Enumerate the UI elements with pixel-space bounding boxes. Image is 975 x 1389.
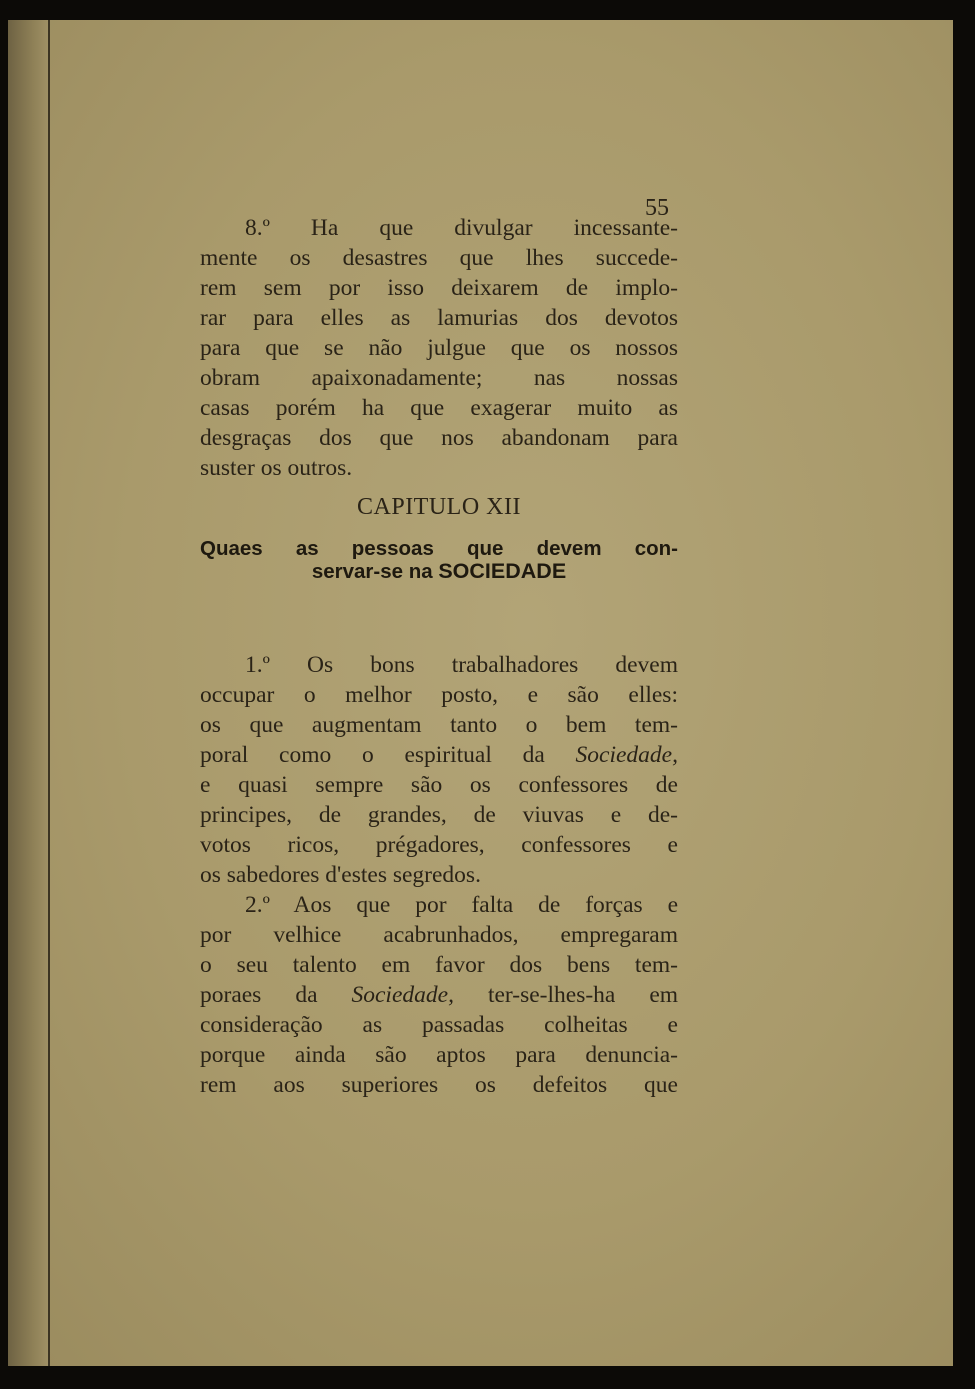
chapter-heading-line1: Quaes as pessoas que devem con- bbox=[200, 537, 678, 560]
text-line: consideração as passadas colheitas e bbox=[200, 1012, 678, 1038]
text-line: por velhice acabrunhados, empregaram bbox=[200, 922, 678, 948]
text-span: poraes bbox=[200, 982, 262, 1008]
text-line: 2.º Aos que por falta de forças e bbox=[245, 892, 678, 918]
heading-text: servar-se na bbox=[311, 560, 433, 583]
italic-text: Sociedade, bbox=[351, 982, 454, 1008]
text-line: os que augmentam tanto o bem tem- bbox=[200, 712, 678, 738]
text-line: votos ricos, prégadores, confessores e bbox=[200, 832, 678, 858]
chapter-title: CAPITULO XII bbox=[357, 494, 521, 520]
text-line: para que se não julgue que os nossos bbox=[200, 335, 678, 361]
text-line: rem sem por isso deixarem de implo- bbox=[200, 275, 678, 301]
text-line: porque ainda são aptos para denuncia- bbox=[200, 1042, 678, 1068]
text-line: occupar o melhor posto, e são elles: bbox=[200, 682, 678, 708]
text-line: 1.º Os bons trabalhadores devem bbox=[245, 652, 678, 678]
text-line: rem aos superiores os defeitos que bbox=[200, 1072, 678, 1098]
text-span: ter-se-lhes-ha em bbox=[487, 982, 679, 1008]
text-line bbox=[200, 980, 678, 1010]
text-line: principes, de grandes, de viuvas e de- bbox=[200, 802, 678, 828]
text-line: desgraças dos que nos abandonam para bbox=[200, 425, 678, 451]
text-line: casas porém ha que exagerar muito as bbox=[200, 395, 678, 421]
heading-emphasis: SOCIEDADE bbox=[438, 559, 567, 583]
italic-text: Sociedade, bbox=[575, 742, 678, 768]
text-line: mente os desastres que lhes succede- bbox=[200, 245, 678, 271]
margin-rule bbox=[48, 20, 50, 1366]
text-line: o seu talento em favor dos bens tem- bbox=[200, 952, 678, 978]
page-number: 55 bbox=[645, 195, 669, 221]
text-line: suster os outros. bbox=[200, 455, 353, 481]
text-line: 8.º Ha que divulgar incessante- bbox=[245, 215, 678, 241]
text-span: poral como o espiritual da bbox=[200, 742, 545, 768]
text-line: os sabedores d'estes segredos. bbox=[200, 862, 481, 888]
text-line: obram apaixonadamente; nas nossas bbox=[200, 365, 678, 391]
text-span: da bbox=[295, 982, 318, 1008]
text-line: e quasi sempre são os confessores de bbox=[200, 772, 678, 798]
page-gutter bbox=[8, 20, 48, 1366]
chapter-heading-line2 bbox=[200, 560, 678, 583]
text-line: rar para elles as lamurias dos devotos bbox=[200, 305, 678, 331]
text-line bbox=[200, 740, 678, 770]
